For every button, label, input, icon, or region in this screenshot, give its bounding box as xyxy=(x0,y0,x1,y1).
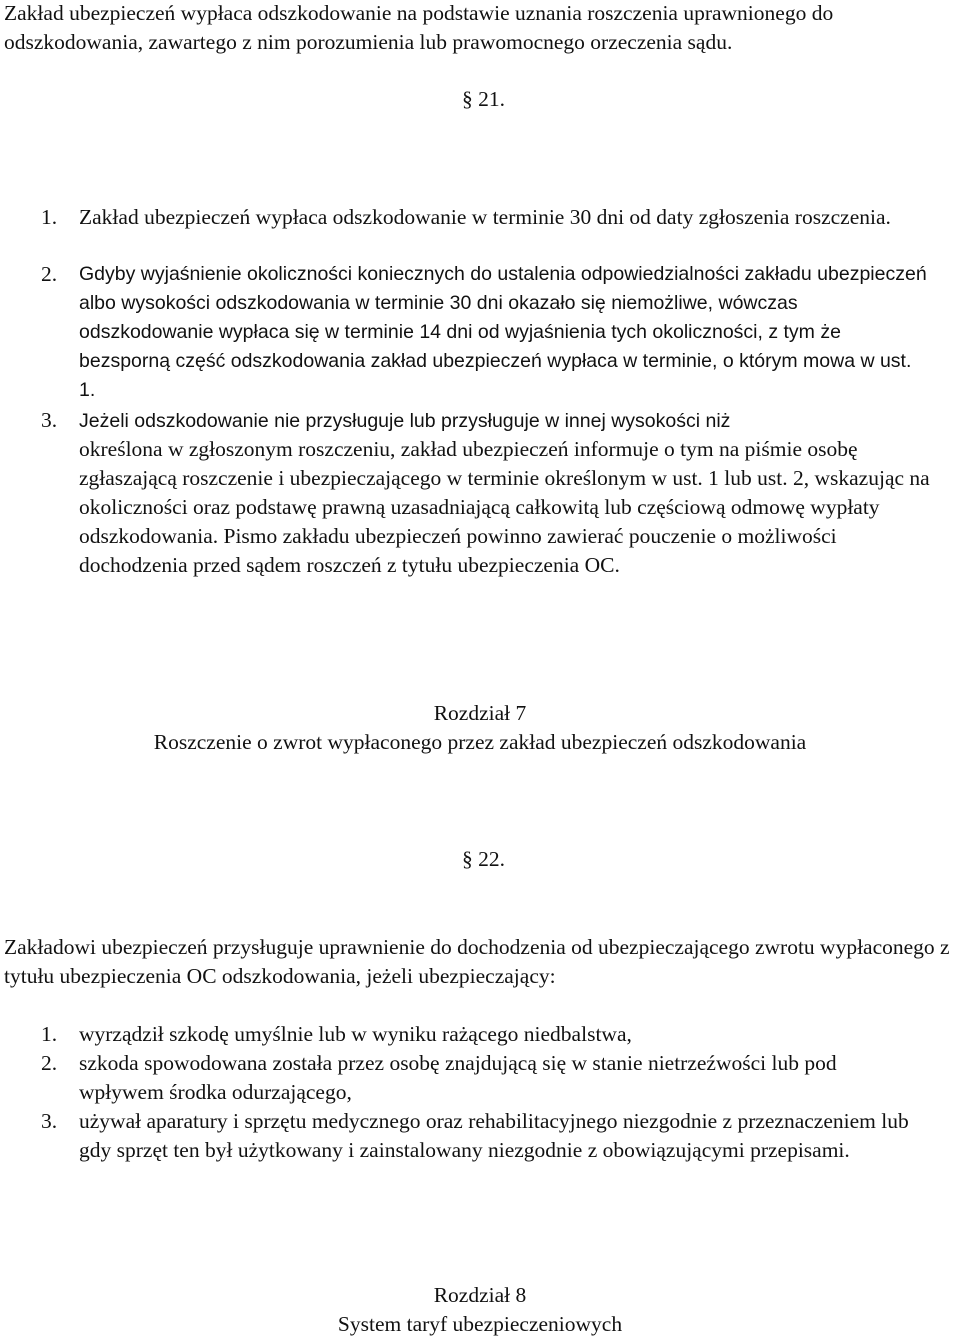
item-text: używał aparatury i sprzętu medycznego oraz rehabilitacyjnego niezgodnie z przeznaczeniem lub gdy sprzęt ten był użytkowany i zainstalowany niezgodnie z obowiązującymi przepisami. xyxy=(79,1109,909,1162)
section-22-item-1 xyxy=(41,1020,941,1049)
chapter-7-label: Rozdział 7 xyxy=(433,701,527,725)
item-text-sans: Jeżeli odszkodowanie nie przysługuje lub przysługuje w innej wysokości niż xyxy=(79,410,731,432)
section-22-item-2 xyxy=(41,1049,941,1107)
section-22-item-3 xyxy=(41,1107,941,1165)
item-number: 3. xyxy=(41,408,58,432)
item-number: 3. xyxy=(41,1109,58,1133)
chapter-7-title: Roszczenie o zwrot wypłaconego przez zakład ubezpieczeń odszkodowania xyxy=(153,730,807,754)
item-number: 1. xyxy=(41,205,58,229)
item-text: szkoda spowodowana została przez osobę znajdującą się w stanie nietrzeźwości lub pod wpływem środka odurzającego, xyxy=(79,1051,837,1104)
section-21-item-3 xyxy=(41,406,931,436)
section-21-item-1 xyxy=(41,203,931,232)
section-21-item-3-continued: określona w zgłoszonym roszczeniu, zakład ubezpieczeń informuje o tym na piśmie osobę zgłaszającą roszczenie i ubezpieczającego w terminie określonym w ust. 1 lub ust. 2, wskazując na okoliczności oraz podstawę prawną uzasadniającą całkowitą lub częściową odmowę wypłaty odszkodowania. Pismo zakładu ubezpieczeń powinno zawierać pouczenie o możliwości dochodzenia przed sądem roszczeń z tytułu ubezpieczenia OC. xyxy=(79,437,930,577)
item-number: 2. xyxy=(41,262,58,286)
section-22-heading xyxy=(462,845,505,874)
section-21-item-2 xyxy=(41,260,931,405)
item-text: Zakład ubezpieczeń wypłaca odszkodowanie w terminie 30 dni od daty zgłoszenia roszczenia. xyxy=(79,205,891,229)
section-number: 21. xyxy=(478,87,505,111)
section-sign: § xyxy=(462,847,473,871)
item-text: wyrządził szkodę umyślnie lub w wyniku rażącego niedbalstwa, xyxy=(79,1022,632,1046)
item-text: Gdyby wyjaśnienie okoliczności koniecznych do ustalenia odpowiedzialności zakładu ubezpieczeń albo wysokości odszkodowania w terminie 30 dni okazało się niemożliwe, wówczas odszkodowanie wypłaca się w terminie 14 dni od wyjaśnienia tych okoliczności, z tym że bezsporną część odszkodowania zakład ubezpieczeń wypłaca w terminie, o którym mowa w ust. 1. xyxy=(79,263,927,401)
chapter-8-title: System taryf ubezpieczeniowych xyxy=(337,1312,623,1336)
intro-paragraph: Zakład ubezpieczeń wypłaca odszkodowanie na podstawie uznania roszczenia uprawnionego do odszkodowania, zawartego z nim porozumienia lub prawomocnego orzeczenia sądu. xyxy=(4,1,834,54)
item-text xyxy=(41,406,931,436)
section-sign: § xyxy=(462,87,473,111)
section-number: 22. xyxy=(478,847,505,871)
section-22-intro: Zakładowi ubezpieczeń przysługuje uprawnienie do dochodzenia od ubezpieczającego zwrotu wypłaconego z tytułu ubezpieczenia OC odszkodowania, jeżeli ubezpieczający: xyxy=(4,935,950,988)
section-21-heading xyxy=(462,85,505,114)
chapter-8-label: Rozdział 8 xyxy=(433,1283,527,1307)
item-number: 2. xyxy=(41,1051,58,1075)
item-number: 1. xyxy=(41,1022,58,1046)
